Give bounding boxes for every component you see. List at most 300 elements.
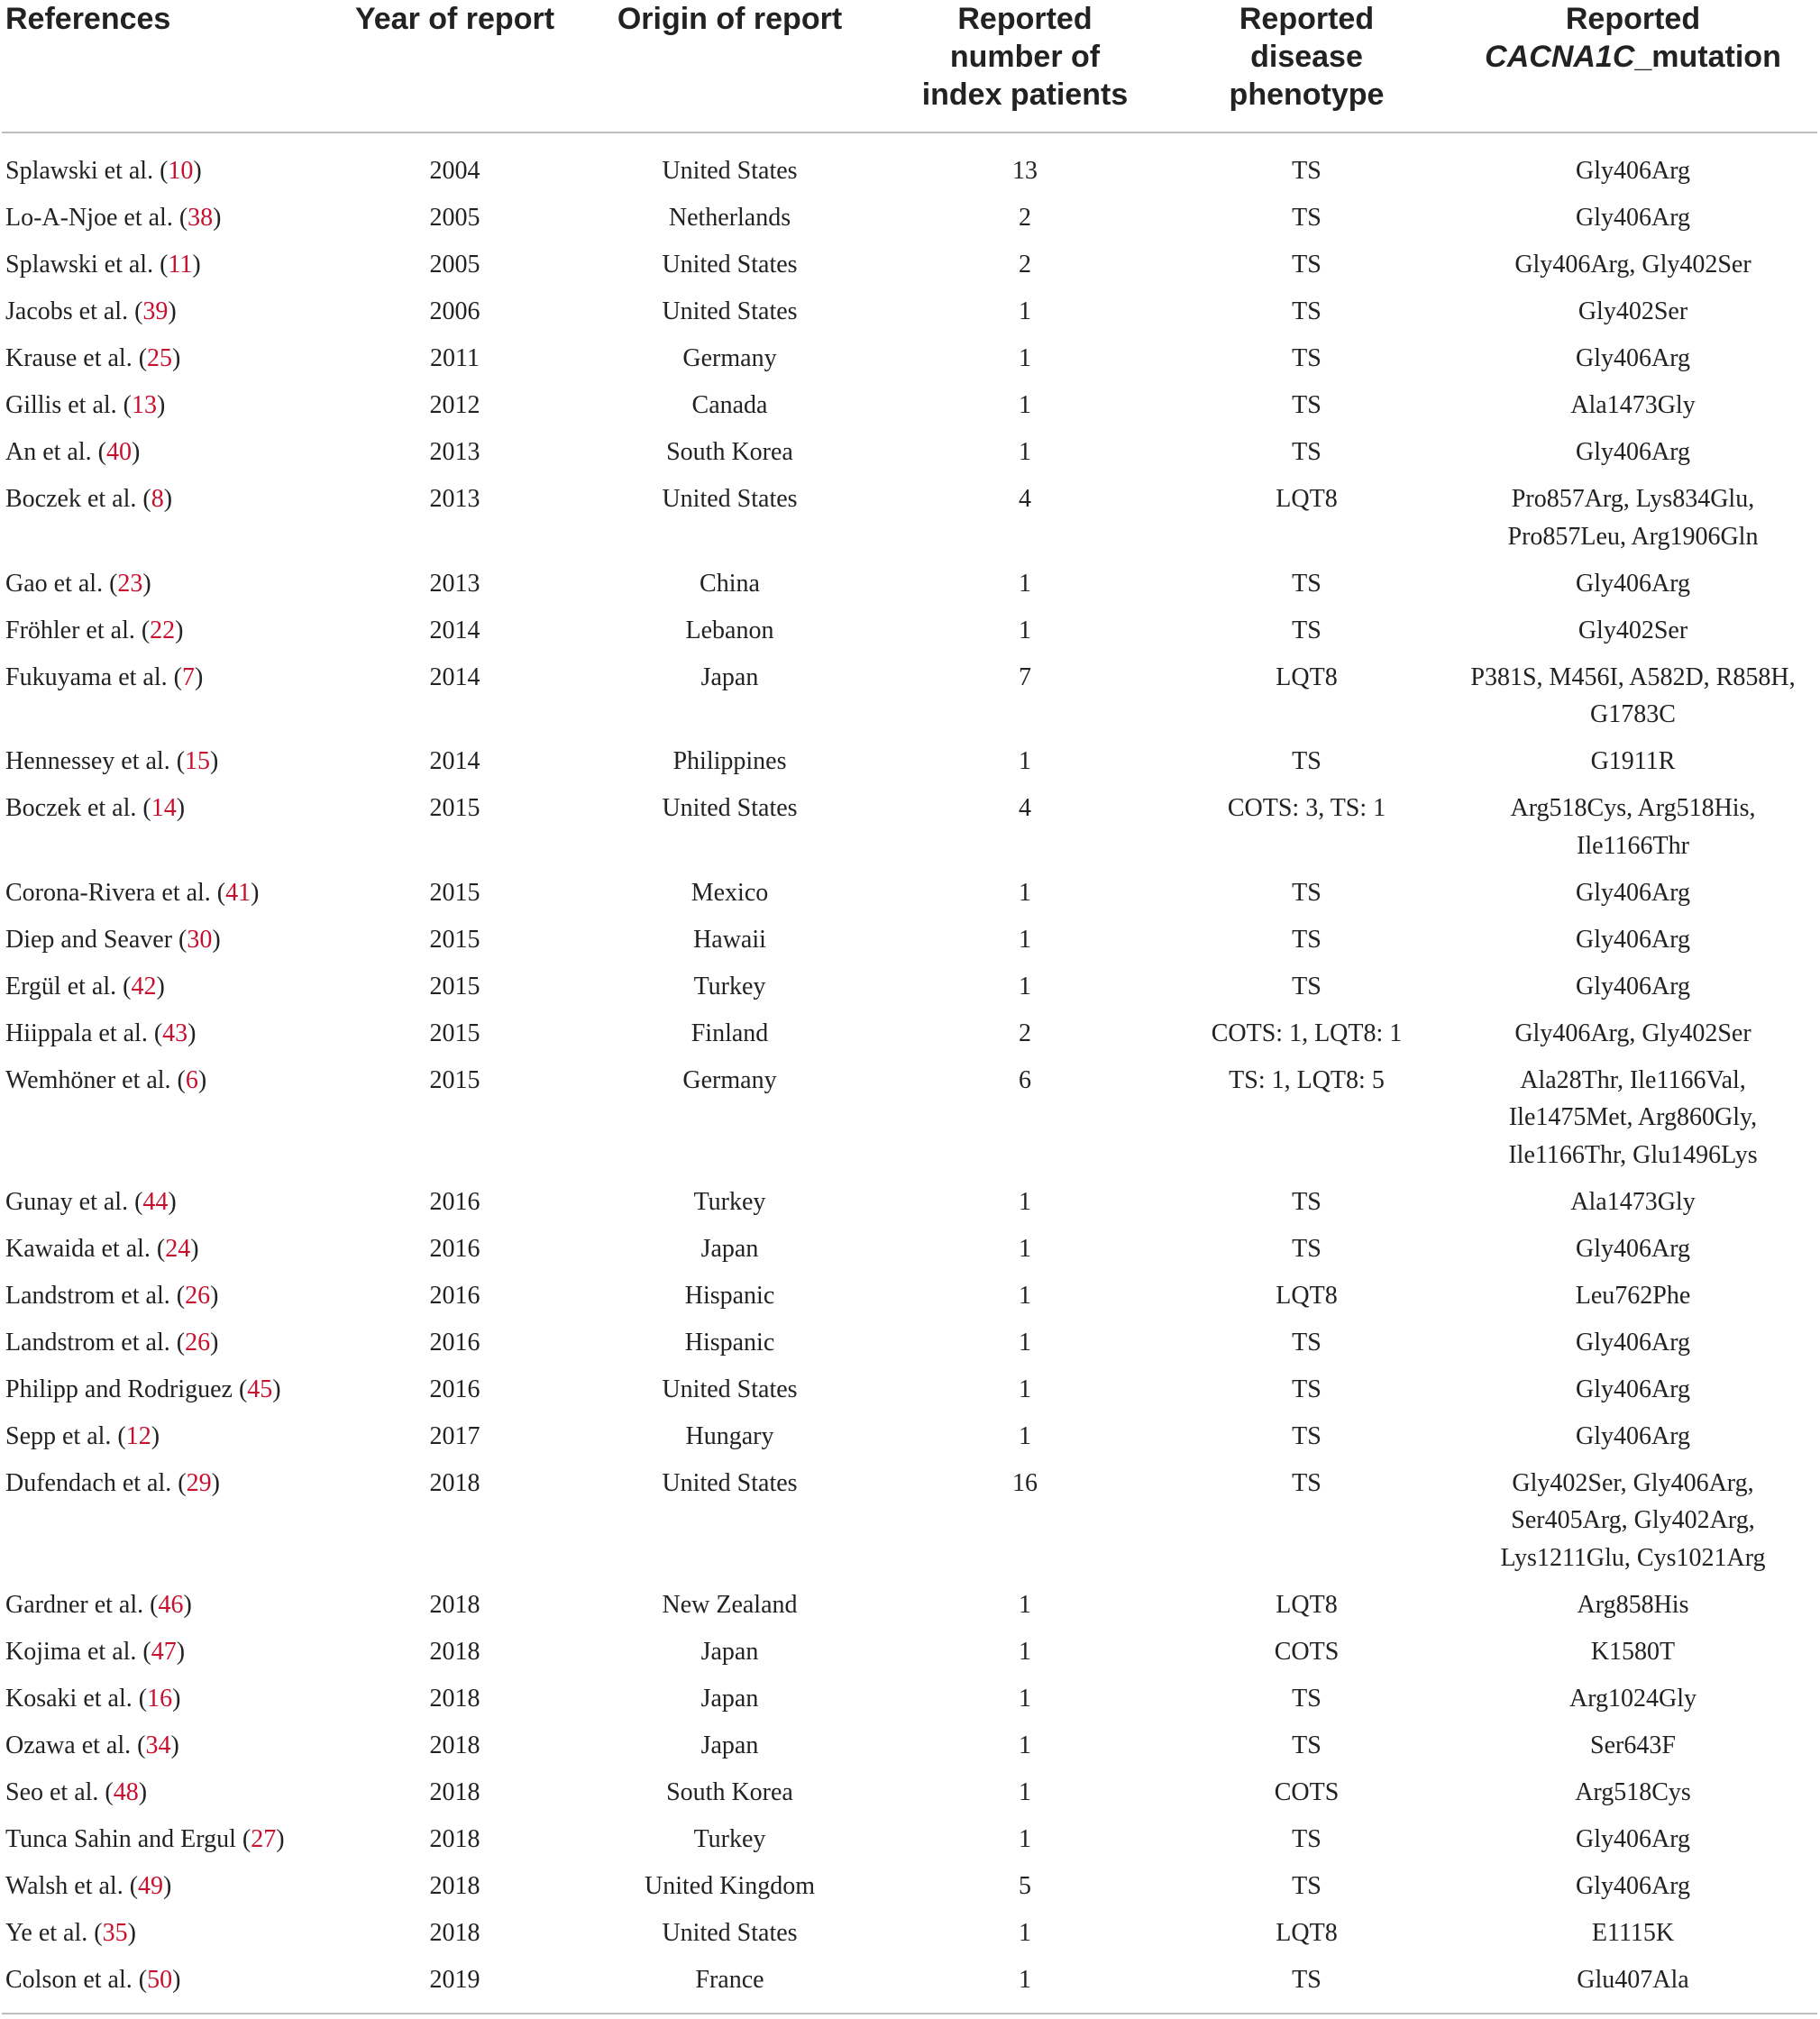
mutation-line: Pro857Leu, Arg1906Gln (1507, 522, 1759, 551)
reference-cell (2, 612, 335, 659)
reference-cell (2, 340, 335, 387)
citation-close: ) (176, 1637, 186, 1666)
year-cell: 2013 (429, 569, 480, 598)
citation-link[interactable]: 34 (145, 1731, 171, 1759)
mutation-line: Gly406Arg (1575, 1328, 1691, 1357)
citation-link[interactable]: 24 (165, 1234, 191, 1263)
patients-cell: 1 (1019, 1637, 1031, 1666)
reference-authors: Gillis et al. ( (5, 391, 132, 419)
phenotype-cell: TS (1292, 1375, 1322, 1403)
table-header (2, 0, 1817, 132)
reference-cell (2, 743, 335, 790)
phenotype-cell: TS (1292, 251, 1322, 279)
citation-close: ) (172, 1965, 181, 1994)
reference-cell (2, 1914, 335, 1961)
patients-cell: 2 (1019, 251, 1031, 279)
header-patients (885, 0, 1165, 132)
year-cell: 2004 (429, 157, 480, 185)
patients-cell: 1 (1019, 1421, 1031, 1450)
reference-cell (2, 1680, 335, 1727)
reference-cell (2, 1183, 335, 1230)
citation-link[interactable]: 43 (162, 1019, 188, 1047)
mutation-line: Gly402Ser (1578, 616, 1688, 644)
patients-cell: 1 (1019, 925, 1031, 954)
mutation-cell (1449, 1277, 1817, 1324)
table-row (2, 199, 1817, 246)
table-row (2, 1586, 1817, 1633)
citation-link[interactable]: 7 (181, 662, 195, 691)
phenotype-cell: LQT8 (1276, 662, 1338, 691)
citation-link[interactable]: 11 (168, 251, 193, 279)
year-cell: 2018 (429, 1637, 480, 1666)
citation-close: ) (172, 1684, 181, 1713)
reference-authors: Ye et al. ( (5, 1918, 103, 1947)
citation-link[interactable]: 50 (147, 1965, 173, 1994)
origin-cell: Germany (682, 344, 777, 372)
origin-cell: Lebanon (685, 616, 774, 644)
citation-close: ) (163, 1871, 172, 1900)
year-cell: 2016 (429, 1375, 480, 1403)
year-cell: 2018 (429, 1824, 480, 1853)
citation-close: ) (192, 251, 201, 279)
origin-cell: Netherlands (668, 204, 791, 232)
year-cell: 2015 (429, 972, 480, 1000)
reference-authors: Seo et al. ( (5, 1777, 114, 1806)
reference-authors: Sepp et al. ( (5, 1421, 126, 1450)
mutation-cell (1449, 199, 1817, 246)
citation-link[interactable]: 40 (105, 438, 132, 466)
mutation-line: Gly406Arg (1575, 204, 1691, 232)
table-row (2, 1418, 1817, 1465)
phenotype-cell: TS (1292, 616, 1322, 644)
header-origin: Origin of report (617, 2, 843, 36)
mutation-cell (1449, 1680, 1817, 1727)
mutation-cell (1449, 1633, 1817, 1680)
table-row (2, 1371, 1817, 1418)
phenotype-cell: COTS: 1, LQT8: 1 (1211, 1019, 1403, 1047)
patients-cell: 1 (1019, 1777, 1031, 1806)
origin-cell: Japan (700, 1637, 759, 1666)
year-cell: 2015 (429, 925, 480, 954)
mutation-cell (1449, 565, 1817, 612)
citation-link[interactable]: 12 (125, 1421, 151, 1450)
mutation-cell (1449, 1774, 1817, 1821)
table-row (2, 1183, 1817, 1230)
citation-close: ) (175, 616, 184, 644)
phenotype-cell: COTS: 3, TS: 1 (1227, 794, 1386, 822)
patients-cell: 1 (1019, 747, 1031, 775)
patients-cell: 13 (1012, 157, 1038, 185)
patients-cell: 2 (1019, 204, 1031, 232)
citation-close: ) (212, 925, 221, 954)
citation-close: ) (170, 1731, 179, 1759)
citation-close: ) (187, 1019, 197, 1047)
citation-link[interactable]: 8 (151, 485, 164, 513)
reference-authors: Tunca Sahin and Ergul ( (5, 1824, 252, 1853)
patients-cell: 16 (1012, 1468, 1038, 1497)
citation-link[interactable]: 25 (147, 344, 173, 372)
mutation-line: G1783C (1590, 700, 1676, 728)
year-cell: 2016 (429, 1234, 480, 1263)
citation-link[interactable]: 49 (138, 1871, 164, 1900)
mutation-line: Gly406Arg, Gly402Ser (1514, 1019, 1751, 1047)
mutation-line: Ala28Thr, Ile1166Val, (1520, 1065, 1746, 1094)
origin-cell: United States (662, 297, 798, 325)
year-cell: 2016 (429, 1281, 480, 1310)
reference-authors: Kawaida et al. ( (5, 1234, 166, 1263)
origin-cell: United Kingdom (645, 1871, 815, 1900)
patients-cell: 1 (1019, 1965, 1031, 1994)
mutation-cell (1449, 1868, 1817, 1914)
reference-cell (2, 199, 335, 246)
citation-link[interactable]: 14 (151, 794, 177, 822)
citation-close: ) (193, 157, 202, 185)
mutation-cell (1449, 1371, 1817, 1418)
reference-authors: Corona-Rivera et al. ( (5, 878, 226, 907)
header-patients-line: number of (949, 40, 1101, 74)
table-row (2, 293, 1817, 340)
reference-authors: Jacobs et al. ( (5, 297, 143, 325)
patients-cell: 1 (1019, 297, 1031, 325)
mutation-cell (1449, 612, 1817, 659)
reference-authors: Kojima et al. ( (5, 1637, 151, 1666)
reference-cell (2, 1324, 335, 1371)
mutation-line: Pro857Arg, Lys834Glu, (1511, 485, 1755, 513)
phenotype-cell: TS (1292, 972, 1322, 1000)
reference-cell (2, 1774, 335, 1821)
header-references: References (5, 2, 171, 36)
citation-link[interactable]: 16 (147, 1684, 173, 1713)
mutation-line: Gly406Arg (1575, 1871, 1691, 1900)
year-cell: 2005 (429, 204, 480, 232)
mutation-line: Ser405Arg, Gly402Arg, (1511, 1506, 1755, 1534)
reference-authors: Wemhöner et al. ( (5, 1065, 186, 1094)
year-cell: 2011 (430, 344, 480, 372)
patients-cell: 4 (1019, 794, 1031, 822)
reference-cell (2, 659, 335, 744)
table-row (2, 1015, 1817, 1062)
mutation-line: Gly406Arg, Gly402Ser (1514, 251, 1751, 279)
reference-cell (2, 480, 335, 565)
patients-cell: 7 (1019, 662, 1031, 691)
table-body (2, 132, 1817, 2014)
table-row (2, 612, 1817, 659)
mutation-cell (1449, 1324, 1817, 1371)
reference-cell (2, 1465, 335, 1586)
header-phenotype (1165, 0, 1449, 132)
table-row (2, 1633, 1817, 1680)
origin-cell: South Korea (666, 1777, 793, 1806)
mutation-line: Ile1166Thr, Glu1496Lys (1508, 1140, 1758, 1169)
mutation-line: Arg1024Gly (1568, 1684, 1697, 1713)
reference-cell (2, 387, 335, 434)
citation-link[interactable]: 6 (185, 1065, 198, 1094)
year-cell: 2015 (429, 1065, 480, 1094)
mutation-cell (1449, 1586, 1817, 1633)
reference-cell (2, 132, 335, 199)
reference-authors: Splawski et al. ( (5, 157, 169, 185)
table-row (2, 1465, 1817, 1586)
origin-cell: Japan (700, 662, 759, 691)
origin-cell: New Zealand (662, 1590, 798, 1619)
reference-cell (2, 1277, 335, 1324)
reference-authors: Hiippala et al. ( (5, 1019, 163, 1047)
origin-cell: United States (662, 794, 798, 822)
year-cell: 2015 (429, 878, 480, 907)
reference-authors: Colson et al. ( (5, 1965, 148, 1994)
origin-cell: South Korea (666, 438, 793, 466)
phenotype-cell: TS (1292, 747, 1322, 775)
reference-authors: An et al. ( (5, 438, 106, 466)
patients-cell: 6 (1019, 1065, 1031, 1094)
mutation-cell (1449, 1418, 1817, 1465)
mutation-line: Arg518Cys, Arg518His, (1510, 794, 1756, 822)
year-cell: 2018 (429, 1918, 480, 1947)
table-row (2, 921, 1817, 968)
table-row (2, 565, 1817, 612)
year-cell: 2012 (429, 391, 480, 419)
citation-close: ) (210, 1328, 219, 1357)
citation-link[interactable]: 13 (131, 391, 157, 419)
table-row (2, 743, 1817, 790)
origin-cell: Japan (700, 1684, 759, 1713)
phenotype-cell: TS (1292, 1187, 1322, 1216)
header-patients-line: Reported (957, 2, 1093, 36)
mutation-cell (1449, 246, 1817, 293)
citation-close: ) (183, 1590, 192, 1619)
origin-cell: Hawaii (693, 925, 766, 954)
mutation-cell (1449, 480, 1817, 565)
citation-link[interactable]: 23 (117, 569, 143, 598)
citation-link[interactable]: 26 (185, 1281, 211, 1310)
year-cell: 2019 (429, 1965, 480, 1994)
reference-authors: Walsh et al. ( (5, 1871, 139, 1900)
reference-authors: Ergül et al. ( (5, 972, 132, 1000)
patients-cell: 1 (1019, 1824, 1031, 1853)
header-mutation-line: Reported (1565, 2, 1701, 36)
citation-close: ) (210, 1281, 219, 1310)
phenotype-cell: TS (1292, 438, 1322, 466)
mutation-cell (1449, 1821, 1817, 1868)
mutation-cell (1449, 1961, 1817, 2014)
table-row (2, 1821, 1817, 1868)
table-row (2, 968, 1817, 1015)
reference-authors: Diep and Seaver ( (5, 925, 187, 954)
table-row (2, 132, 1817, 199)
mutation-line: Ala1473Gly (1570, 391, 1696, 419)
reference-cell (2, 1868, 335, 1914)
reference-cell (2, 293, 335, 340)
origin-cell: Hispanic (684, 1328, 775, 1357)
mutation-cell (1449, 1465, 1817, 1586)
phenotype-cell: TS (1292, 1234, 1322, 1263)
mutation-cell (1449, 340, 1817, 387)
phenotype-cell: TS (1292, 391, 1322, 419)
table-row (2, 1727, 1817, 1774)
reference-authors: Fröhler et al. ( (5, 616, 151, 644)
citation-close: ) (142, 569, 151, 598)
mutation-cell (1449, 743, 1817, 790)
citation-close: ) (190, 1234, 199, 1263)
origin-cell: China (700, 569, 760, 598)
mutation-line: Gly406Arg (1575, 1824, 1691, 1853)
mutation-line: Lys1211Glu, Cys1021Arg (1500, 1543, 1766, 1572)
citation-link[interactable]: 10 (168, 157, 194, 185)
mutation-line: Gly406Arg (1575, 1234, 1691, 1263)
phenotype-cell: TS (1292, 925, 1322, 954)
phenotype-cell: COTS (1274, 1637, 1340, 1666)
year-cell: 2017 (429, 1421, 480, 1450)
origin-cell: Turkey (693, 972, 766, 1000)
origin-cell: Finland (691, 1019, 769, 1047)
citation-link[interactable]: 15 (185, 747, 211, 775)
origin-cell: United States (662, 1918, 798, 1947)
reference-cell (2, 968, 335, 1015)
mutation-line: Gly406Arg (1575, 972, 1691, 1000)
citation-close: ) (156, 972, 165, 1000)
phenotype-cell: COTS (1274, 1777, 1340, 1806)
phenotype-cell: TS (1292, 1731, 1322, 1759)
citation-link[interactable]: 45 (247, 1375, 273, 1403)
citation-close: ) (168, 297, 177, 325)
mutation-line: Ile1166Thr (1577, 831, 1689, 860)
table-row (2, 874, 1817, 921)
mutation-cell (1449, 790, 1817, 874)
mutation-line: Gly406Arg (1575, 157, 1691, 185)
year-cell: 2018 (429, 1468, 480, 1497)
citation-link[interactable]: 41 (225, 878, 252, 907)
reference-authors: Landstrom et al. ( (5, 1281, 186, 1310)
origin-cell: United States (662, 157, 798, 185)
patients-cell: 1 (1019, 391, 1031, 419)
phenotype-cell: TS (1292, 1684, 1322, 1713)
citation-link[interactable]: 39 (142, 297, 169, 325)
table-row (2, 1774, 1817, 1821)
table-row (2, 1680, 1817, 1727)
citation-link[interactable]: 26 (185, 1328, 211, 1357)
citation-close: ) (156, 391, 166, 419)
year-cell: 2014 (429, 747, 480, 775)
reference-authors: Dufendach et al. ( (5, 1468, 187, 1497)
reference-authors: Gunay et al. ( (5, 1187, 143, 1216)
citation-close: ) (272, 1375, 281, 1403)
mutation-line: Gly406Arg (1575, 1421, 1691, 1450)
patients-cell: 1 (1019, 569, 1031, 598)
patients-cell: 1 (1019, 1375, 1031, 1403)
citation-link[interactable]: 46 (158, 1590, 184, 1619)
table-row (2, 1914, 1817, 1961)
origin-cell: Germany (682, 1065, 777, 1094)
phenotype-cell: LQT8 (1276, 1918, 1338, 1947)
mutation-cell (1449, 659, 1817, 744)
origin-cell: Hispanic (684, 1281, 775, 1310)
patients-cell: 1 (1019, 616, 1031, 644)
reference-cell (2, 1015, 335, 1062)
citation-close: ) (211, 1468, 220, 1497)
mutation-line: Gly402Ser, Gly406Arg, (1512, 1468, 1754, 1497)
mutation-line: Ile1475Met, Arg860Gly, (1508, 1103, 1758, 1131)
citation-link[interactable]: 29 (186, 1468, 212, 1497)
citation-close: ) (251, 878, 260, 907)
year-cell: 2018 (429, 1684, 480, 1713)
mutation-line: G1911R (1590, 747, 1676, 775)
reference-authors: Boczek et al. ( (5, 794, 151, 822)
phenotype-cell: TS (1292, 1824, 1322, 1853)
citation-link[interactable]: 38 (187, 204, 214, 232)
citation-link[interactable]: 22 (150, 616, 176, 644)
reference-cell (2, 1727, 335, 1774)
mutation-line: Gly406Arg (1575, 569, 1691, 598)
table-row (2, 1324, 1817, 1371)
reference-cell (2, 1371, 335, 1418)
citation-close: ) (168, 1187, 177, 1216)
reference-cell (2, 1062, 335, 1183)
citation-link[interactable]: 35 (102, 1918, 128, 1947)
citation-close: ) (213, 204, 222, 232)
reference-authors: Lo-A-Njoe et al. ( (5, 204, 188, 232)
phenotype-cell: TS (1292, 297, 1322, 325)
reference-cell (2, 1230, 335, 1277)
citation-close: ) (138, 1777, 148, 1806)
mutation-cell (1449, 1183, 1817, 1230)
citation-link[interactable]: 30 (187, 925, 213, 954)
table-row (2, 1230, 1817, 1277)
year-cell: 2005 (429, 251, 480, 279)
phenotype-cell: TS (1292, 204, 1322, 232)
citation-link[interactable]: 48 (113, 1777, 139, 1806)
table-row (2, 387, 1817, 434)
reference-authors: Philipp and Rodriguez ( (5, 1375, 248, 1403)
origin-cell: Hungary (685, 1421, 774, 1450)
mutation-cell (1449, 132, 1817, 199)
citation-link[interactable]: 44 (142, 1187, 169, 1216)
table-row (2, 1277, 1817, 1324)
table-row (2, 246, 1817, 293)
patients-cell: 1 (1019, 1281, 1031, 1310)
year-cell: 2013 (429, 485, 480, 513)
header-mutation-line (1454, 38, 1812, 76)
mutation-cell (1449, 968, 1817, 1015)
patients-cell: 4 (1019, 485, 1031, 513)
year-cell: 2015 (429, 794, 480, 822)
citation-close: ) (176, 794, 186, 822)
table-row (2, 480, 1817, 565)
citation-close: ) (151, 1421, 160, 1450)
mutation-cell (1449, 1062, 1817, 1183)
phenotype-cell: LQT8 (1276, 485, 1338, 513)
citation-link[interactable]: 27 (251, 1824, 277, 1853)
table-row (2, 1961, 1817, 2014)
patients-cell: 1 (1019, 1234, 1031, 1263)
origin-cell: Canada (691, 391, 768, 419)
citation-link[interactable]: 42 (131, 972, 157, 1000)
citation-link[interactable]: 47 (151, 1637, 177, 1666)
mutation-line: E1115K (1591, 1918, 1675, 1947)
patients-cell: 1 (1019, 344, 1031, 372)
reference-authors: Boczek et al. ( (5, 485, 151, 513)
year-cell: 2013 (429, 438, 480, 466)
citation-close: ) (163, 485, 173, 513)
patients-cell: 1 (1019, 1918, 1031, 1947)
citation-close: ) (127, 1918, 136, 1947)
mutation-line: Gly406Arg (1575, 1375, 1691, 1403)
header-phenotype-line: disease (1250, 40, 1363, 74)
mutation-cell (1449, 434, 1817, 480)
reference-cell (2, 434, 335, 480)
mutation-line: Gly406Arg (1575, 925, 1691, 954)
reference-cell (2, 1821, 335, 1868)
mutation-cell (1449, 1015, 1817, 1062)
